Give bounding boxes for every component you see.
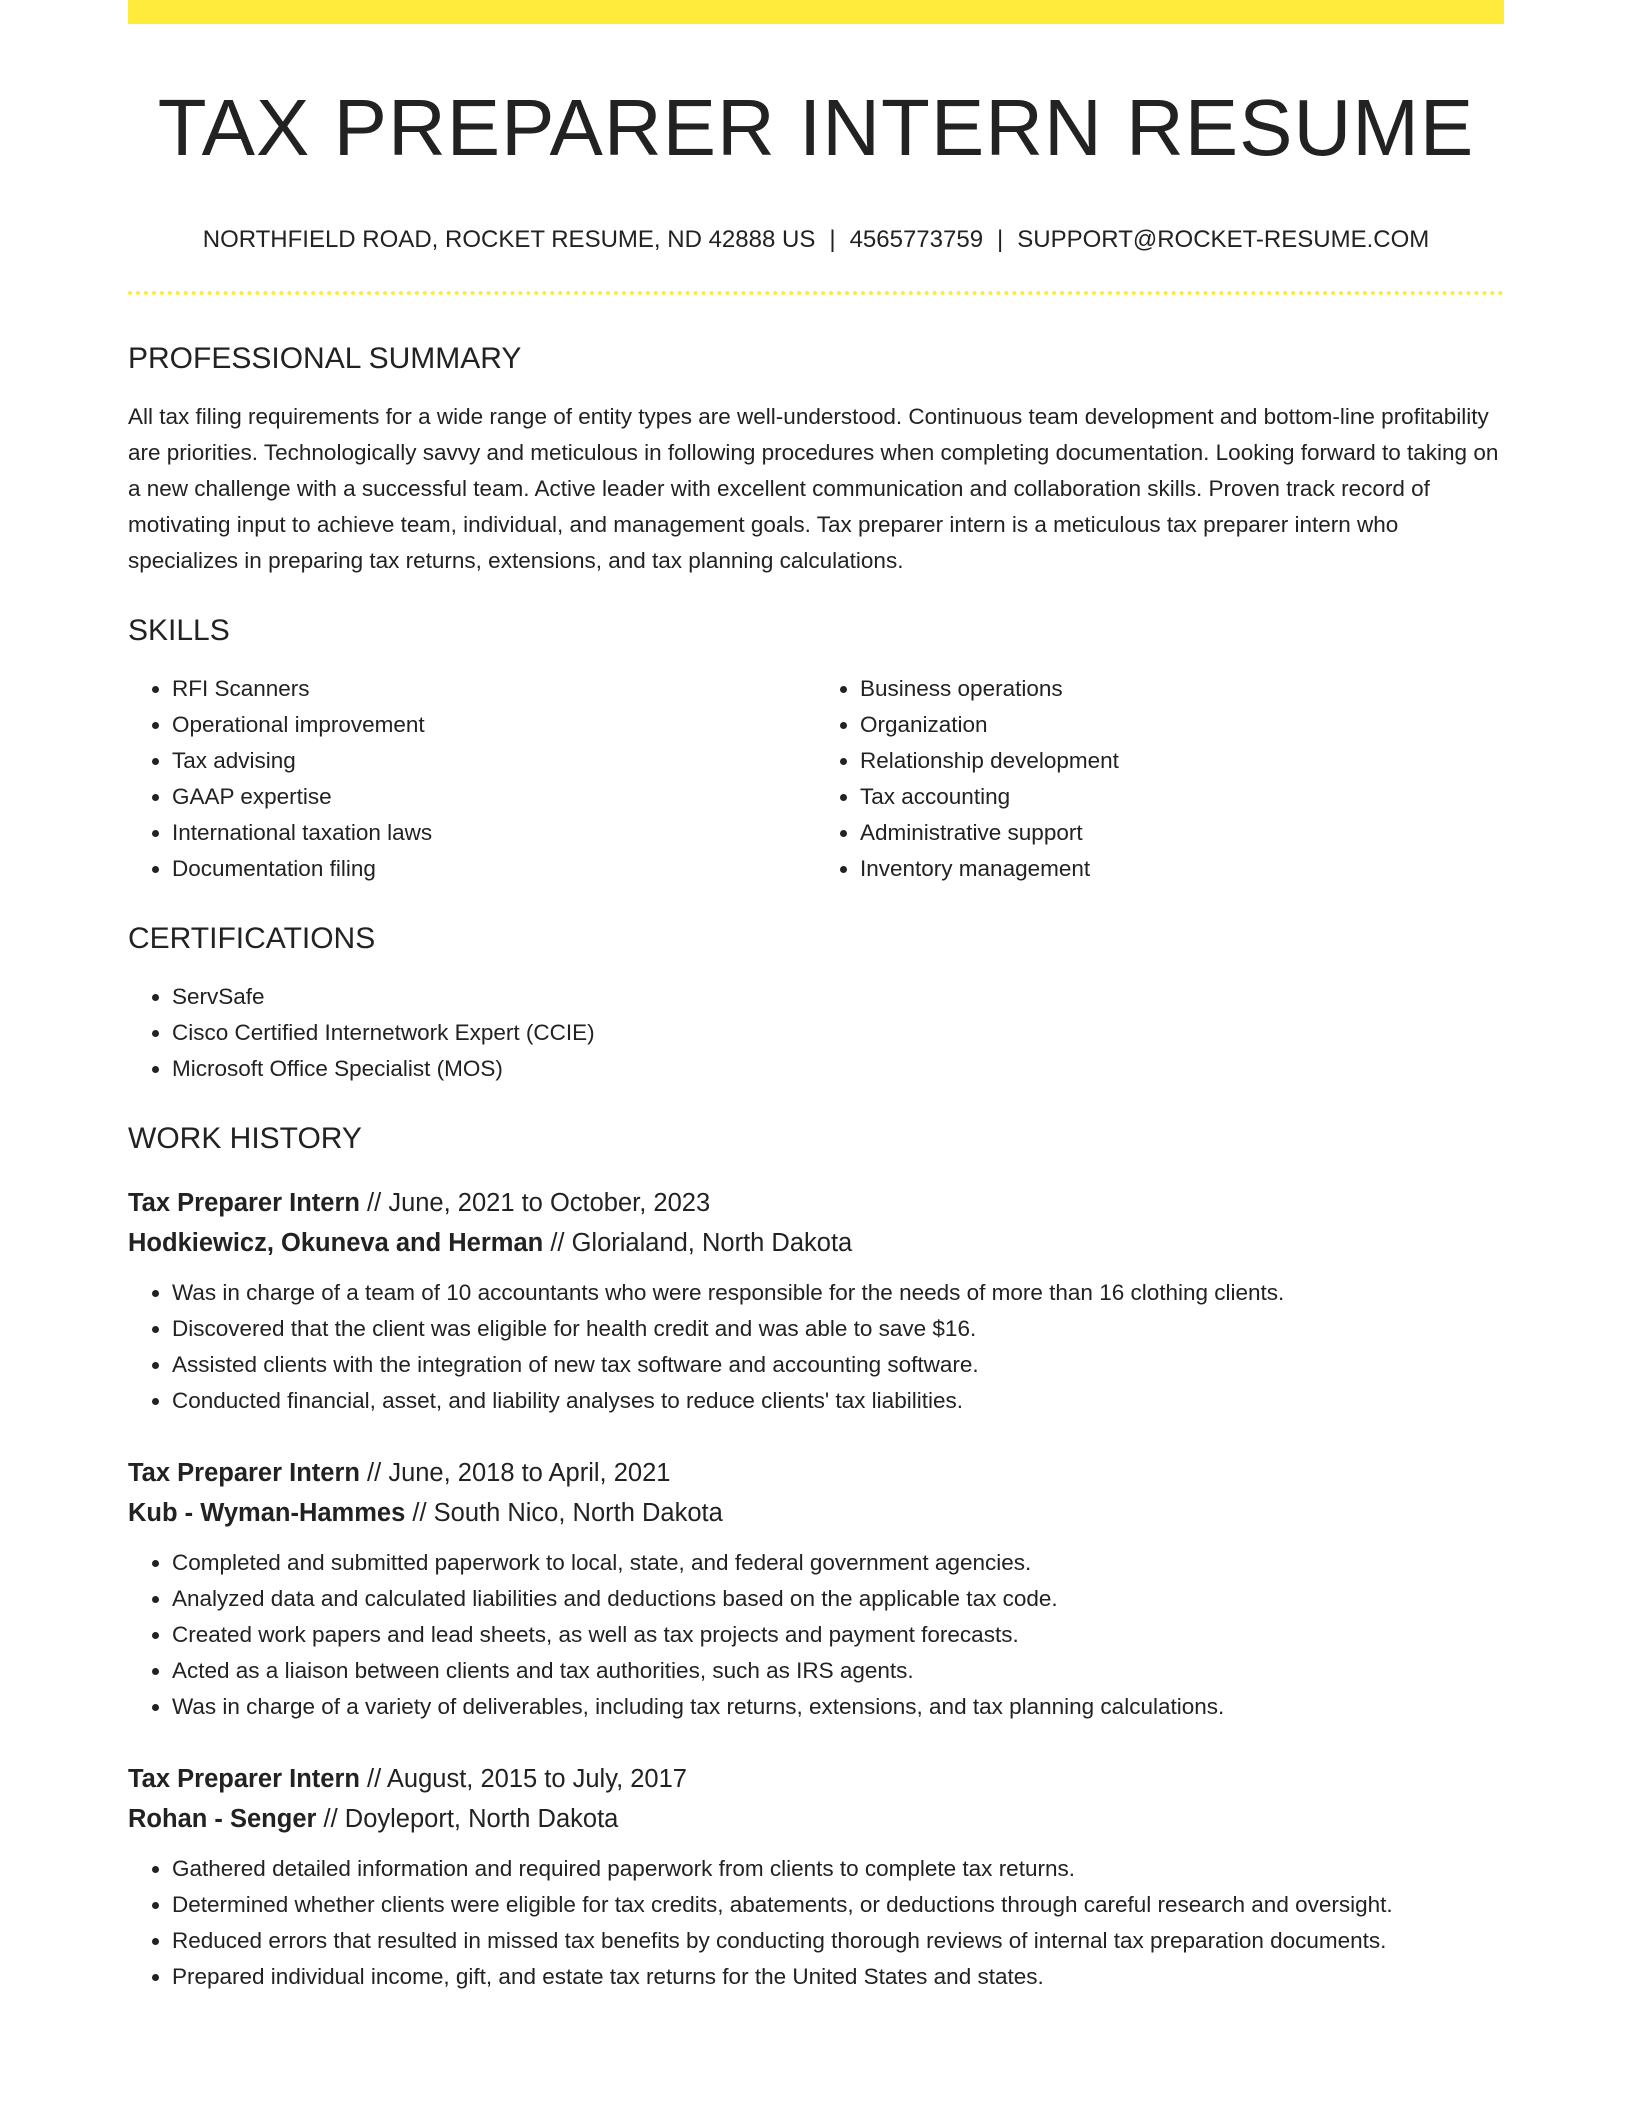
skill-item: • Inventory management [860, 851, 1504, 887]
job-bullet: • Prepared individual income, gift, and estate tax returns for the United States and states. [172, 1959, 1504, 1995]
job-title-line [128, 1183, 1504, 1223]
job-location: Doyleport, North Dakota [344, 1805, 619, 1834]
job-company: Hodkiewicz, Okuneva and Herman [128, 1229, 544, 1258]
contact-separator: | [829, 226, 836, 253]
skill-item: • Tax accounting [860, 779, 1504, 815]
certifications-heading: CERTIFICATIONS [128, 922, 376, 956]
certification-item: • ServSafe [172, 979, 1504, 1015]
summary-text: All tax filing requirements for a wide range of entity types are well-understood. Continuous team development and bottom-line profitability are priorities. Technologically savvy and meticulous in following procedures when completing documentation. Looking forward to taking on a new challenge with a successful team. Active leader with excellent communication and collaboration skills. Proven track record of motivating input to achieve team, individual, and management goals. Tax preparer intern is a meticulous tax preparer intern who specializes in preparing tax returns, extensions, and tax planning calculations. [128, 404, 1499, 574]
skill-item: • Organization [860, 707, 1504, 743]
skill-item: • Documentation filing [172, 851, 816, 887]
summary-heading: PROFESSIONAL SUMMARY [128, 342, 522, 376]
job-bullet: • Discovered that the client was eligible for health credit and was able to save $16. [172, 1311, 1504, 1347]
skill-item: • Operational improvement [172, 707, 816, 743]
skills-columns [128, 671, 1504, 887]
skill-item: • GAAP expertise [172, 779, 816, 815]
job-separator: // [367, 1459, 382, 1488]
job-title: Tax Preparer Intern [128, 1189, 360, 1218]
job-bullet: • Completed and submitted paperwork to local, state, and federal government agencies. [172, 1545, 1504, 1581]
job-bullet: • Reduced errors that resulted in missed tax benefits by conducting thorough reviews of internal tax preparation documents. [172, 1923, 1504, 1959]
job-bullet: • Gathered detailed information and required paperwork from clients to complete tax returns. [172, 1851, 1504, 1887]
job-title: Tax Preparer Intern [128, 1765, 360, 1794]
skill-item: • International taxation laws [172, 815, 816, 851]
skill-item: • RFI Scanners [172, 671, 816, 707]
skill-item: • Relationship development [860, 743, 1504, 779]
contact-address: NORTHFIELD ROAD, ROCKET RESUME, ND 42888 US [202, 226, 816, 253]
skill-item: • Administrative support [860, 815, 1504, 851]
job-dates: June, 2021 to October, 2023 [388, 1189, 711, 1218]
skills-left-list [128, 671, 816, 887]
job-bullet-list [128, 1851, 1504, 1995]
resume-title: TAX PREPARER INTERN RESUME [157, 83, 1475, 172]
job-title-line [128, 1759, 1504, 1799]
certifications-list [128, 979, 1504, 1087]
job-company-line [128, 1223, 1504, 1263]
job-company-line [128, 1799, 1504, 1839]
contact-phone: 4565773759 [849, 226, 984, 253]
job-separator: // [367, 1189, 382, 1218]
job-bullet-list [128, 1545, 1504, 1725]
skills-heading: SKILLS [128, 614, 230, 648]
job-bullet: • Determined whether clients were eligible for tax credits, abatements, or deductions through careful research and oversight. [172, 1887, 1504, 1923]
skill-item: • Tax advising [172, 743, 816, 779]
job-bullet: • Assisted clients with the integration of new tax software and accounting software. [172, 1347, 1504, 1383]
job-bullet: • Created work papers and lead sheets, as well as tax projects and payment forecasts. [172, 1617, 1504, 1653]
certification-item: • Microsoft Office Specialist (MOS) [172, 1051, 1504, 1087]
job-title-line [128, 1453, 1504, 1493]
job-bullet: • Analyzed data and calculated liabilities and deductions based on the applicable tax code. [172, 1581, 1504, 1617]
job-separator: // [412, 1499, 427, 1528]
job-dates: June, 2018 to April, 2021 [388, 1459, 671, 1488]
job-company: Rohan - Senger [128, 1805, 317, 1834]
job-bullet: • Was in charge of a team of 10 accountants who were responsible for the needs of more than 16 clothing clients. [172, 1275, 1504, 1311]
job-separator: // [367, 1765, 382, 1794]
job-location: South Nico, North Dakota [433, 1499, 723, 1528]
job-bullet: • Was in charge of a variety of deliverables, including tax returns, extensions, and tax planning calculations. [172, 1689, 1504, 1725]
job-bullet-list [128, 1275, 1504, 1419]
job-company: Kub - Wyman-Hammes [128, 1499, 406, 1528]
contact-line [128, 224, 1504, 255]
job-bullet: • Conducted financial, asset, and liability analyses to reduce clients' tax liabilities. [172, 1383, 1504, 1419]
job-bullet: • Acted as a liaison between clients and tax authorities, such as IRS agents. [172, 1653, 1504, 1689]
contact-email: SUPPORT@ROCKET-RESUME.COM [1017, 226, 1430, 253]
certification-item: • Cisco Certified Internetwork Expert (CCIE) [172, 1015, 1504, 1051]
job-location: Glorialand, North Dakota [571, 1229, 853, 1258]
skill-item: • Business operations [860, 671, 1504, 707]
job-company-line [128, 1493, 1504, 1533]
job-entry [128, 1183, 1504, 1419]
job-dates: August, 2015 to July, 2017 [386, 1765, 687, 1794]
job-separator: // [550, 1229, 565, 1258]
job-entry [128, 1453, 1504, 1725]
work-history-heading: WORK HISTORY [128, 1122, 362, 1156]
job-entry [128, 1759, 1504, 1995]
job-title: Tax Preparer Intern [128, 1459, 360, 1488]
skills-right-list [816, 671, 1504, 887]
contact-separator: | [997, 226, 1004, 253]
job-separator: // [323, 1805, 338, 1834]
header-divider [128, 291, 1504, 295]
accent-bar [128, 0, 1504, 24]
resume-page [128, 0, 1504, 1995]
